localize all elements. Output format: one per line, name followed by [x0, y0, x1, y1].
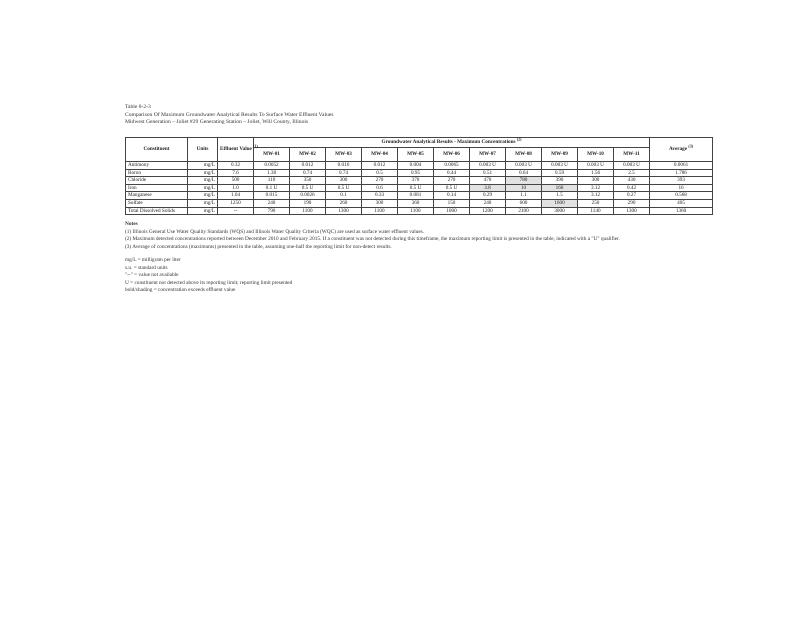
cell-value: 1.5: [542, 192, 578, 200]
cell-value: 1200: [470, 207, 506, 215]
header-well: MW-05: [398, 148, 434, 162]
cell-units: mg/L: [188, 192, 218, 200]
table-row: [126, 177, 713, 185]
table-row: [126, 207, 713, 215]
table-row: [126, 199, 713, 207]
cell-average: 16: [650, 184, 713, 192]
cell-constituent: Chloride: [126, 177, 188, 185]
header-average: [650, 138, 713, 162]
table-number: Table 8-2-3: [125, 104, 151, 110]
header-constituent: Constituent: [126, 138, 188, 162]
cell-value: 0.016: [326, 162, 362, 170]
cell-value: 2100: [506, 207, 542, 215]
cell-effluent: --: [218, 207, 254, 215]
cell-value: 2.5: [614, 169, 650, 177]
header-effluent-label: Effluent Value: [220, 146, 252, 153]
cell-value: 0.003 U: [470, 162, 506, 170]
cell-value: 0.003 U: [614, 162, 650, 170]
cell-value: 0.64: [506, 169, 542, 177]
cell-value: 270: [362, 177, 398, 185]
cell-value: 0.0026: [290, 192, 326, 200]
cell-value: 0.14: [434, 192, 470, 200]
cell-value: 0.6: [362, 184, 398, 192]
cell-value: 0.95: [398, 169, 434, 177]
cell-value: 0.59: [542, 169, 578, 177]
cell-effluent: 0.32: [218, 162, 254, 170]
cell-average: 405: [650, 199, 713, 207]
table-row: [126, 184, 713, 192]
cell-units: mg/L: [188, 169, 218, 177]
cell-value: 0.5 U: [326, 184, 362, 192]
cell-value: 240: [254, 199, 290, 207]
cell-average: 1360: [650, 207, 713, 215]
legend-block: [125, 257, 292, 295]
table-row: [126, 192, 713, 200]
table-row: [126, 169, 713, 177]
cell-effluent: 1250: [218, 199, 254, 207]
header-average-label: Average: [669, 146, 688, 153]
cell-value: 0.0065: [434, 162, 470, 170]
legend-item: mg/L = milligram per liter: [125, 257, 181, 263]
cell-value: 0.012: [290, 162, 326, 170]
legend-item: "--" = value not available: [125, 272, 179, 279]
cell-value: 3.12: [578, 184, 614, 192]
header-group-label: Groundwater Analytical Results - Maximum Concentrations: [381, 139, 516, 146]
cell-average: 393: [650, 177, 713, 185]
cell-value: 1140: [578, 207, 614, 215]
cell-value: 1.1: [506, 192, 542, 200]
cell-constituent: Sulfate: [126, 199, 188, 207]
cell-value: 300: [362, 199, 398, 207]
cell-value: 0.003 U: [542, 162, 578, 170]
cell-value: 0.081: [398, 192, 434, 200]
cell-value: 270: [434, 177, 470, 185]
footnote-marker: (1): [253, 143, 258, 149]
cell-value: 0.5: [362, 169, 398, 177]
header-well: MW-06: [434, 148, 470, 162]
cell-value: 3000: [542, 207, 578, 215]
legend-item: bold/shading = concentration exceeds effluent value: [125, 287, 236, 294]
cell-value: 0.27: [614, 192, 650, 200]
cell-value: 10: [506, 184, 542, 192]
cell-units: mg/L: [188, 207, 218, 215]
cell-units: mg/L: [188, 184, 218, 192]
notes-block: [125, 221, 620, 251]
cell-value: 0.1 U: [254, 184, 290, 192]
cell-units: mg/L: [188, 162, 218, 170]
header-well: MW-07: [470, 148, 506, 162]
header-well: MW-01: [254, 148, 290, 162]
cell-constituent: Iron: [126, 184, 188, 192]
cell-value: 0.003 U: [578, 162, 614, 170]
notes-heading: Notes: [125, 221, 138, 227]
header-well: MW-10: [578, 148, 614, 162]
header-well: MW-03: [326, 148, 362, 162]
cell-value: 1600: [542, 199, 578, 207]
cell-value: 0.5 U: [434, 184, 470, 192]
cell-value: 300: [578, 177, 614, 185]
cell-value: 470: [470, 177, 506, 185]
cell-value: 150: [434, 199, 470, 207]
cell-value: 370: [398, 177, 434, 185]
cell-value: 240: [470, 199, 506, 207]
cell-average: 0.568: [650, 192, 713, 200]
header-group-results: [254, 138, 650, 148]
cell-effluent: 500: [218, 177, 254, 185]
cell-value: 1100: [398, 207, 434, 215]
cell-value: 1300: [326, 207, 362, 215]
cell-value: 1300: [614, 207, 650, 215]
header-well: MW-09: [542, 148, 578, 162]
legend-item: s.u. = standard units: [125, 264, 168, 271]
header-well: MW-02: [290, 148, 326, 162]
cell-value: 190: [290, 199, 326, 207]
cell-value: 390: [542, 177, 578, 185]
cell-units: mg/L: [188, 177, 218, 185]
header-well: MW-04: [362, 148, 398, 162]
cell-average: 1.786: [650, 169, 713, 177]
cell-value: 1000: [434, 207, 470, 215]
cell-value: 0.33: [362, 192, 398, 200]
cell-constituent: Total Dissolved Solids: [126, 207, 188, 215]
cell-value: 1100: [290, 207, 326, 215]
header-effluent-value: [218, 138, 258, 162]
cell-value: 110: [254, 177, 290, 185]
cell-value: 790: [254, 207, 290, 215]
cell-value: 250: [578, 199, 614, 207]
header-well: MW-08: [506, 148, 542, 162]
cell-value: 0.5 U: [290, 184, 326, 192]
table-row: [126, 162, 713, 170]
cell-value: 3.12: [578, 192, 614, 200]
table-title: Comparison Of Maximum Groundwater Analytical Results To Surface Water Effluent Values: [125, 111, 334, 118]
cell-value: 0.29: [470, 192, 506, 200]
cell-value: 1100: [362, 207, 398, 215]
cell-value: 0.74: [290, 169, 326, 177]
cell-value: 350: [290, 177, 326, 185]
cell-value: 1.38: [254, 169, 290, 177]
cell-value: 0.44: [434, 169, 470, 177]
cell-value: 0.5 U: [398, 184, 434, 192]
footnote-marker: (3): [688, 143, 694, 149]
cell-value: 360: [398, 199, 434, 207]
cell-value: 0.004: [398, 162, 434, 170]
cell-effluent: 1.0: [218, 184, 254, 192]
cell-units: mg/L: [188, 199, 218, 207]
header-units: Units: [188, 138, 218, 162]
cell-value: 0.51: [470, 169, 506, 177]
cell-value: 0.015: [254, 192, 290, 200]
results-table: [125, 137, 713, 215]
cell-value: 160: [542, 184, 578, 192]
cell-value: 300: [326, 177, 362, 185]
cell-value: 290: [614, 199, 650, 207]
cell-value: 260: [326, 199, 362, 207]
footnote-marker: (2): [516, 136, 522, 142]
cell-effluent: 7.6: [218, 169, 254, 177]
cell-value: 0.74: [326, 169, 362, 177]
cell-constituent: Boron: [126, 169, 188, 177]
cell-value: 0.0052: [254, 162, 290, 170]
cell-average: 0.0061: [650, 162, 713, 170]
table-subtitle: Midwest Generation – Joliet #29 Generating Station – Joliet, Will County, Illinois: [125, 119, 309, 125]
cell-value: 0.1: [326, 192, 362, 200]
header-well: MW-11: [614, 148, 650, 162]
cell-value: 430: [614, 177, 650, 185]
legend-item: U = constituent not detected above its reporting limit; reporting limit presented: [125, 279, 293, 286]
cell-effluent: 1.04: [218, 192, 254, 200]
table-title-block: [125, 104, 333, 127]
cell-value: 780: [506, 177, 542, 185]
cell-value: 0.003 U: [506, 162, 542, 170]
note-1: (1) Illinois General Use Water Quality Standards (WQS) and Illinois Water Quality Criteria (WQC) are used as surface water effluent values.: [125, 228, 425, 235]
cell-constituent: Manganese: [126, 192, 188, 200]
cell-value: 0.012: [362, 162, 398, 170]
note-3: (3) Average of concentrations (maximums) presented in the table, assuming one-half the reporting limit for non-detect results.: [125, 243, 392, 250]
cell-value: 1.56: [578, 169, 614, 177]
note-2: (2) Maximum detected concentrations reported between December 2010 and February 2015. If a constituent was not detected during this timeframe, the maximum reporting limit is presented in the table, indicated with a "U" qualifier.: [125, 236, 620, 243]
cell-value: 3.8: [470, 184, 506, 192]
cell-constituent: Antimony: [126, 162, 188, 170]
cell-value: 0.42: [614, 184, 650, 192]
cell-value: 600: [506, 199, 542, 207]
